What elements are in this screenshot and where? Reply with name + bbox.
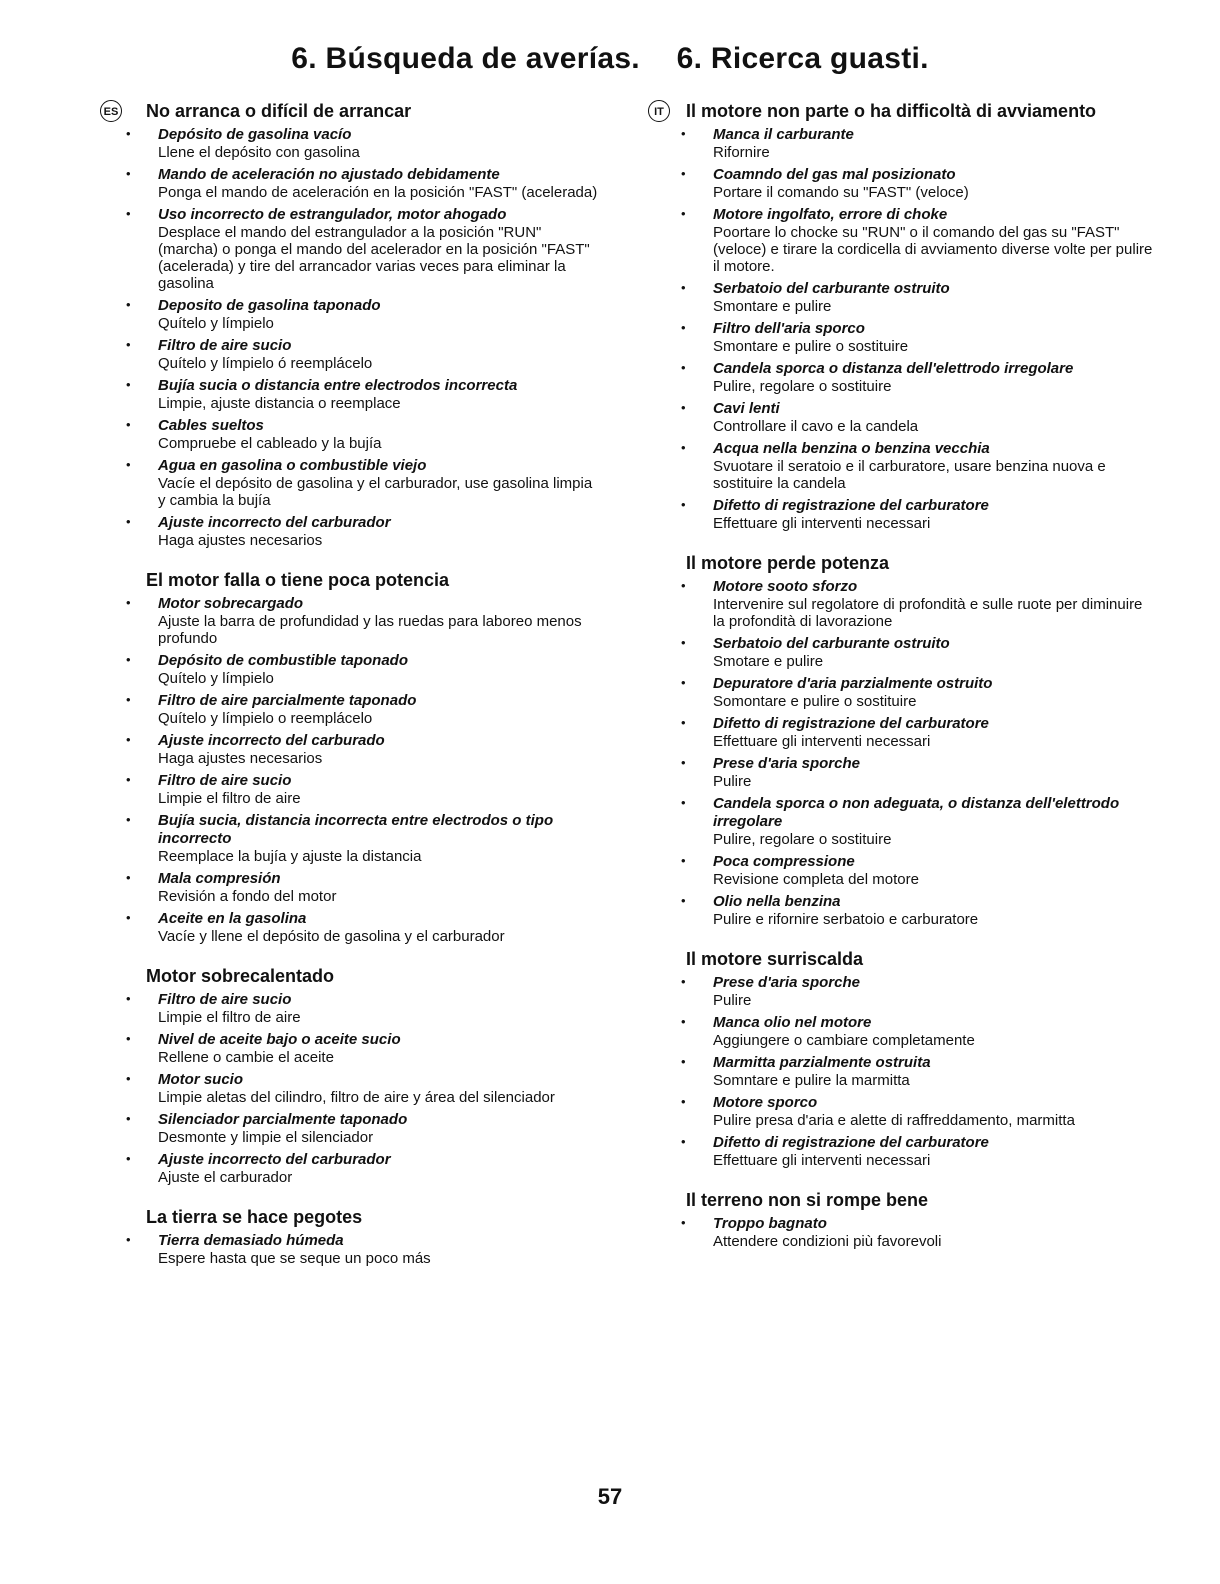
list-item: [158, 1111, 600, 1146]
list-item: [713, 280, 1153, 315]
problem-remedy: Svuotare il seratoio e il carburatore, usare benzina nuova e sostituire la candela: [713, 458, 1106, 492]
problem-list: [648, 974, 1153, 1169]
problem-cause: • Silenciador parcialmente taponado: [158, 1111, 408, 1128]
list-item: [158, 772, 600, 807]
troubleshooting-section: [100, 100, 600, 549]
list-item: [713, 400, 1153, 435]
problem-cause: • Marmitta parzialmente ostruita: [713, 1054, 931, 1071]
problem-remedy: Compruebe el cableado y la bujía: [158, 435, 382, 452]
problem-remedy: Pulire presa d'aria e alette di raffreddamento, marmitta: [713, 1112, 1075, 1129]
problem-list: [100, 126, 600, 549]
problem-cause: • Motore sporco: [713, 1094, 818, 1111]
list-item: [158, 692, 600, 727]
problem-remedy: Llene el depósito con gasolina: [158, 144, 360, 161]
page-number: 57: [597, 1484, 623, 1509]
list-item: [158, 732, 600, 767]
list-item: [158, 1031, 600, 1066]
problem-cause: • Nivel de aceite bajo o aceite sucio: [158, 1031, 401, 1048]
list-item: [713, 1014, 1153, 1049]
troubleshooting-section: [648, 100, 1153, 532]
problem-cause: • Filtro de aire sucio: [158, 337, 292, 354]
list-item: [158, 417, 600, 452]
problem-remedy: Smontare e pulire: [713, 298, 832, 315]
problem-cause: • Olio nella benzina: [713, 893, 841, 910]
list-item: [713, 166, 1153, 201]
problem-cause: • Prese d'aria sporche: [713, 755, 860, 772]
title-es: 6. Búsqueda de averías.: [291, 42, 640, 75]
problem-cause: • Depósito de gasolina vacío: [158, 126, 352, 143]
problem-cause: • Motore ingolfato, errore di choke: [713, 206, 948, 223]
problem-remedy: Desplace el mando del estrangulador a la posición "RUN" (marcha) o ponga el mando del acelerador en la posición "FAST" (acelerada) y tire del arrancador varias veces para eliminar la gasolina: [158, 224, 590, 292]
list-item: [713, 853, 1153, 888]
problem-cause: • Mala compresión: [158, 870, 281, 887]
problem-remedy: Effettuare gli interventi necessari: [713, 515, 931, 532]
problem-cause: • Manca il carburante: [713, 126, 854, 143]
problem-cause: • Prese d'aria sporche: [713, 974, 860, 991]
list-item: [713, 1094, 1153, 1129]
section-title: Il motore perde potenza: [686, 553, 890, 573]
problem-cause: • Candela sporca o distanza dell'elettrodo irregolare: [713, 360, 1074, 377]
problem-remedy: Ponga el mando de aceleración en la posición "FAST" (acelerada): [158, 184, 598, 201]
problem-remedy: Vacíe y llene el depósito de gasolina y el carburador: [158, 928, 505, 945]
problem-cause: • Difetto di registrazione del carburatore: [713, 497, 989, 514]
problem-remedy: Effettuare gli interventi necessari: [713, 733, 931, 750]
section-title: El motor falla o tiene poca potencia: [146, 570, 450, 590]
list-item: [158, 126, 600, 161]
problem-remedy: Quítelo y límpielo: [158, 670, 274, 687]
problem-cause: • Serbatoio del carburante ostruito: [713, 635, 950, 652]
list-item: [713, 497, 1153, 532]
problem-remedy: Aggiungere o cambiare completamente: [713, 1032, 975, 1049]
problem-remedy: Poortare lo chocke su "RUN" o il comando del gas su "FAST" (veloce) e tirare la cordicella di avviamento diverse volte per pulire il motore.: [713, 224, 1153, 275]
section-title: Il terreno non si rompe bene: [686, 1190, 929, 1210]
problem-remedy: Effettuare gli interventi necessari: [713, 1152, 931, 1169]
list-item: [158, 595, 600, 647]
problem-remedy: Espere hasta que se seque un poco más: [158, 1250, 431, 1267]
problem-remedy: Pulire: [713, 992, 752, 1009]
problem-remedy: Rifornire: [713, 144, 770, 161]
problem-remedy: Smotare e pulire: [713, 653, 824, 670]
list-item: [158, 1232, 600, 1267]
problem-remedy: Ajuste la barra de profundidad y las ruedas para laboreo menos profundo: [158, 613, 582, 647]
problem-remedy: Quítelo y límpielo: [158, 315, 274, 332]
problem-remedy: Limpie aletas del cilindro, filtro de aire y área del silenciador: [158, 1089, 555, 1106]
list-item: [158, 514, 600, 549]
problem-remedy: Rellene o cambie el aceite: [158, 1049, 334, 1066]
troubleshooting-section: [648, 552, 1153, 928]
problem-cause: • Coamndo del gas mal posizionato: [713, 166, 956, 183]
list-item: [713, 578, 1153, 630]
problem-cause: • Manca olio nel motore: [713, 1014, 872, 1031]
problem-cause: • Troppo bagnato: [713, 1215, 827, 1232]
list-item: [713, 974, 1153, 1009]
problem-remedy: Somontare e pulire o sostituire: [713, 693, 917, 710]
problem-cause: • Aceite en la gasolina: [158, 910, 307, 927]
section-title: Motor sobrecalentado: [146, 966, 335, 986]
problem-remedy: Limpie el filtro de aire: [158, 790, 301, 807]
list-item: [158, 337, 600, 372]
problem-remedy: Quítelo y límpielo o reemplácelo: [158, 710, 373, 727]
problem-remedy: Quítelo y límpielo ó reemplácelo: [158, 355, 373, 372]
section-title: La tierra se hace pegotes: [146, 1207, 363, 1227]
list-item: [713, 440, 1153, 492]
problem-list: [648, 1215, 1153, 1250]
problem-cause: • Bujía sucia o distancia entre electrodos incorrecta: [158, 377, 518, 394]
problem-cause: • Depuratore d'aria parzialmente ostruito: [713, 675, 993, 692]
list-item: [713, 675, 1153, 710]
problem-remedy: Portare il comando su "FAST" (veloce): [713, 184, 969, 201]
list-item: [158, 870, 600, 905]
problem-cause: • Ajuste incorrecto del carburado: [158, 732, 385, 749]
list-item: [158, 377, 600, 412]
problem-list: [100, 1232, 600, 1267]
problem-cause: • Cables sueltos: [158, 417, 264, 434]
list-item: [158, 457, 600, 509]
list-item: [713, 635, 1153, 670]
list-item: [713, 126, 1153, 161]
problem-remedy: Pulire, regolare o sostituire: [713, 831, 892, 848]
page-title: [0, 42, 1220, 76]
problem-list: [100, 991, 600, 1186]
problem-remedy: Reemplace la bujía y ajuste la distancia: [158, 848, 422, 865]
troubleshooting-section: [648, 1189, 1153, 1250]
problem-cause: • Cavi lenti: [713, 400, 780, 417]
it-language-icon: IT: [648, 100, 670, 122]
problem-remedy: Revisión a fondo del motor: [158, 888, 337, 905]
section-title: Il motore non parte o ha difficoltà di avviamento: [686, 101, 1097, 121]
problem-cause: • Acqua nella benzina o benzina vecchia: [713, 440, 990, 457]
problem-remedy: Vacíe el depósito de gasolina y el carburador, use gasolina limpia y cambia la bujía: [158, 475, 593, 509]
problem-list: [100, 595, 600, 945]
list-item: [158, 297, 600, 332]
list-item: [713, 1134, 1153, 1169]
list-item: [713, 206, 1153, 275]
troubleshooting-section: [100, 1206, 600, 1267]
problem-cause: • Bujía sucia, distancia incorrecta entre electrodos o tipo incorrecto: [158, 812, 554, 847]
list-item: [158, 812, 600, 865]
list-item: [158, 1151, 600, 1186]
problem-cause: • Depósito de combustible taponado: [158, 652, 409, 669]
problem-remedy: Pulire: [713, 773, 752, 790]
problem-remedy: Limpie, ajuste distancia o reemplace: [158, 395, 401, 412]
problem-remedy: Ajuste el carburador: [158, 1169, 293, 1186]
problem-list: [648, 578, 1153, 928]
problem-cause: • Tierra demasiado húmeda: [158, 1232, 344, 1249]
problem-remedy: Pulire, regolare o sostituire: [713, 378, 892, 395]
list-item: [158, 166, 600, 201]
problem-remedy: Pulire e rifornire serbatoio e carburatore: [713, 911, 979, 928]
problem-cause: • Candela sporca o non adeguata, o distanza dell'elettrodo irregolare: [713, 795, 1120, 830]
problem-remedy: Intervenire sul regolatore di profondità e sulle ruote per diminuire la profondità di lavorazione: [713, 596, 1143, 630]
problem-cause: • Motor sucio: [158, 1071, 243, 1088]
problem-remedy: Smontare e pulire o sostituire: [713, 338, 909, 355]
problem-cause: • Serbatoio del carburante ostruito: [713, 280, 950, 297]
list-item: [713, 1215, 1153, 1250]
list-item: [158, 206, 600, 292]
list-item: [713, 360, 1153, 395]
italian-column: [648, 100, 1153, 1270]
problem-remedy: Revisione completa del motore: [713, 871, 919, 888]
problem-cause: • Filtro de aire sucio: [158, 772, 292, 789]
problem-remedy: Controllare il cavo e la candela: [713, 418, 919, 435]
problem-remedy: Haga ajustes necesarios: [158, 750, 323, 767]
problem-cause: • Uso incorrecto de estrangulador, motor ahogado: [158, 206, 507, 223]
list-item: [713, 715, 1153, 750]
problem-remedy: Haga ajustes necesarios: [158, 532, 323, 549]
list-item: [713, 893, 1153, 928]
problem-cause: • Filtro dell'aria sporco: [713, 320, 865, 337]
problem-cause: • Filtro de aire sucio: [158, 991, 292, 1008]
problem-remedy: Somntare e pulire la marmitta: [713, 1072, 910, 1089]
problem-cause: • Agua en gasolina o combustible viejo: [158, 457, 427, 474]
list-item: [158, 1071, 600, 1106]
problem-remedy: Attendere condizioni più favorevoli: [713, 1233, 942, 1250]
problem-cause: • Ajuste incorrecto del carburador: [158, 1151, 391, 1168]
list-item: [713, 755, 1153, 790]
problem-cause: • Deposito de gasolina taponado: [158, 297, 381, 314]
problem-remedy: Limpie el filtro de aire: [158, 1009, 301, 1026]
problem-cause: • Filtro de aire parcialmente taponado: [158, 692, 417, 709]
problem-list: [648, 126, 1153, 532]
troubleshooting-section: [100, 569, 600, 945]
list-item: [713, 1054, 1153, 1089]
problem-cause: • Motor sobrecargado: [158, 595, 304, 612]
list-item: [713, 795, 1153, 848]
troubleshooting-section: [100, 965, 600, 1186]
list-item: [158, 910, 600, 945]
problem-cause: • Difetto di registrazione del carburatore: [713, 1134, 989, 1151]
title-it: 6. Ricerca guasti.: [676, 42, 929, 75]
problem-cause: • Mando de aceleración no ajustado debidamente: [158, 166, 500, 183]
troubleshooting-section: [648, 948, 1153, 1169]
section-title: Il motore surriscalda: [686, 949, 864, 969]
problem-cause: • Motore sooto sforzo: [713, 578, 858, 595]
list-item: [158, 652, 600, 687]
list-item: [158, 991, 600, 1026]
es-language-icon: ES: [100, 100, 122, 122]
problem-cause: • Poca compressione: [713, 853, 855, 870]
problem-cause: • Difetto di registrazione del carburatore: [713, 715, 989, 732]
section-title: No arranca o difícil de arrancar: [146, 101, 412, 121]
problem-cause: • Ajuste incorrecto del carburador: [158, 514, 391, 531]
spanish-column: [100, 100, 600, 1287]
list-item: [713, 320, 1153, 355]
problem-remedy: Desmonte y limpie el silenciador: [158, 1129, 374, 1146]
